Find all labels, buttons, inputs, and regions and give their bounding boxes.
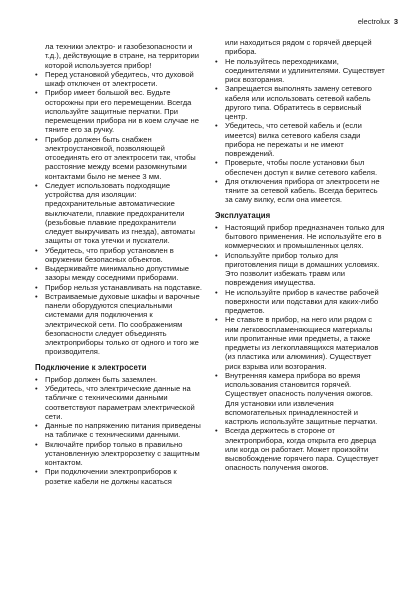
bullet-icon: •	[35, 421, 38, 430]
bullet-icon: •	[35, 245, 38, 255]
bullet-icon: •	[35, 134, 38, 144]
operation-list	[215, 223, 385, 473]
list-item: • Данные по напряжению питания приведены на табличке с техническими данными.	[35, 421, 201, 440]
bullet-icon: •	[215, 250, 218, 260]
list-item: • Прибор нельзя устанавливать на подставке.	[35, 282, 203, 292]
bullet-icon: •	[215, 222, 218, 232]
list-item: • Убедитесь, что прибор установлен в окружении безопасных объектов.	[35, 245, 174, 264]
list-item: • Для отключения прибора от электросети не тяните за сетевой кабель. Всегда беритесь за саму вилку, если она имеется.	[215, 176, 380, 205]
list-item: • При подключении электроприборов к розетке кабели не должны касаться	[35, 467, 177, 486]
list-item: • Запрещается выполнять замену сетевого кабеля или использовать сетевой кабель другого типа. Обратитесь в сервисный центр.	[215, 84, 372, 121]
continuation-text: или находиться рядом с горячей дверцей прибора.	[225, 38, 372, 57]
list-item: • Убедитесь, что сетевой кабель и (если имеется) вилка сетевого кабеля сзади прибора не пережаты и не имеют повреждений.	[215, 121, 362, 158]
bullet-icon: •	[35, 264, 38, 273]
list-item: • Не ставьте в прибор, на него или рядом с ним легковоспламеняющиеся материалы или пропитанные ими предметы, а также предметы из легкоплавящихся материалов (из пластика или алюминия). Существует риск взрыва или возгорания.	[215, 315, 379, 371]
bullet-icon: •	[35, 291, 38, 301]
list-item: • Выдерживайте минимально допустимые зазоры между соседними приборами.	[35, 264, 190, 283]
bullet-icon: •	[35, 88, 38, 98]
bullet-icon: •	[215, 370, 218, 380]
bullet-icon: •	[215, 84, 218, 94]
list-item: • Всегда держитесь в стороне от электроприбора, когда открыта его дверца или когда он работает. Может произойти высвобождение горячего пара. Существует опасность получения ожогов.	[215, 426, 379, 473]
continuation-text: ла техники электро- и газобезопасности и т.д.), действующие в стране, на территории которой используется прибор!	[45, 42, 200, 70]
list-item: • Не пользуйтесь переходниками, соединителями и удлинителями. Существует риск возгорания.	[215, 56, 385, 84]
bullet-icon: •	[35, 69, 38, 79]
bullet-icon: •	[215, 287, 218, 297]
list-item: • Прибор имеет большой вес. Будьте осторожны при его перемещении. Всегда используйте защитные перчатки. При перемещении прибора ни в коем случае не тяните его за ручку.	[35, 88, 199, 135]
page-header	[358, 17, 398, 26]
list-item: • Перед установкой убедитесь, что духовой шкаф отключен от электросети.	[35, 69, 194, 88]
bullet-icon: •	[215, 426, 218, 436]
list-item: • Внутренняя камера прибора во время использования становится горячей. Существует опасность получения ожогов. Для установки или извлечения вспомогательных принадлежностей и кастрюль используйте защитные перчатки.	[215, 370, 378, 426]
bullet-icon: •	[215, 315, 218, 325]
page-number: 3	[393, 17, 398, 26]
brand-name: electrolux	[357, 17, 390, 26]
list-item: • Убедитесь, что электрические данные на табличке с техническими данными соответствуют параметрам электрической сети.	[35, 384, 195, 421]
bullet-icon: •	[215, 158, 218, 168]
list-item: • Проверьте, чтобы после установки был обеспечен доступ к вилке сетевого кабеля.	[215, 158, 378, 177]
list-item: • Не используйте прибор в качестве рабочей поверхности или подставки для каких-либо предметов.	[215, 287, 379, 315]
bullet-icon: •	[215, 56, 218, 66]
bullet-icon: •	[215, 121, 218, 131]
electrical-list-continued	[215, 57, 385, 205]
section-heading: Эксплуатация	[215, 210, 271, 220]
bullet-icon: •	[35, 439, 38, 449]
bullet-icon: •	[35, 384, 38, 393]
list-item: • Прибор должен быть снабжен электроустановкой, позволяющей отсоединять его от электросети так, чтобы расстояние между всеми разомкнутыми контактами было не менее 3 мм.	[35, 134, 196, 181]
electrical-list	[35, 375, 205, 486]
list-item: • Настоящий прибор предназначен только для бытового применения. Не используйте его в коммерческих и промышленных целях.	[215, 222, 385, 251]
list-item: • Используйте прибор только для приготовления пищи в домашних условиях. Это позволит избежать травм или повреждения имущества.	[215, 250, 380, 288]
bullet-icon: •	[35, 374, 38, 384]
left-column	[35, 42, 205, 486]
list-item: • Следует использовать подходящие устройства для изоляции: предохранительные автоматические выключатели, плавкие предохранители (резьбовые плавкие предохранители следует выкручивать из гнезда), автоматы защиты от тока утечки и пускатели.	[35, 180, 195, 246]
safety-list	[35, 70, 205, 357]
right-column	[215, 38, 385, 473]
list-item: • Встраиваемые духовые шкафы и варочные панели оборудуются специальными системами для подключения к электрической сети. По соображениям безопасности следует объединять электроприборы только от одного и того же производителя.	[35, 291, 200, 357]
bullet-icon: •	[35, 282, 38, 292]
list-item: • Прибор должен быть заземлен.	[35, 374, 158, 384]
section-heading: Подключение к электросети	[35, 362, 147, 372]
bullet-icon: •	[215, 176, 218, 186]
bullet-icon: •	[35, 180, 38, 190]
list-item: • Включайте прибор только в правильно установленную электророзетку с защитным контактом.	[35, 439, 200, 467]
bullet-icon: •	[35, 467, 38, 477]
